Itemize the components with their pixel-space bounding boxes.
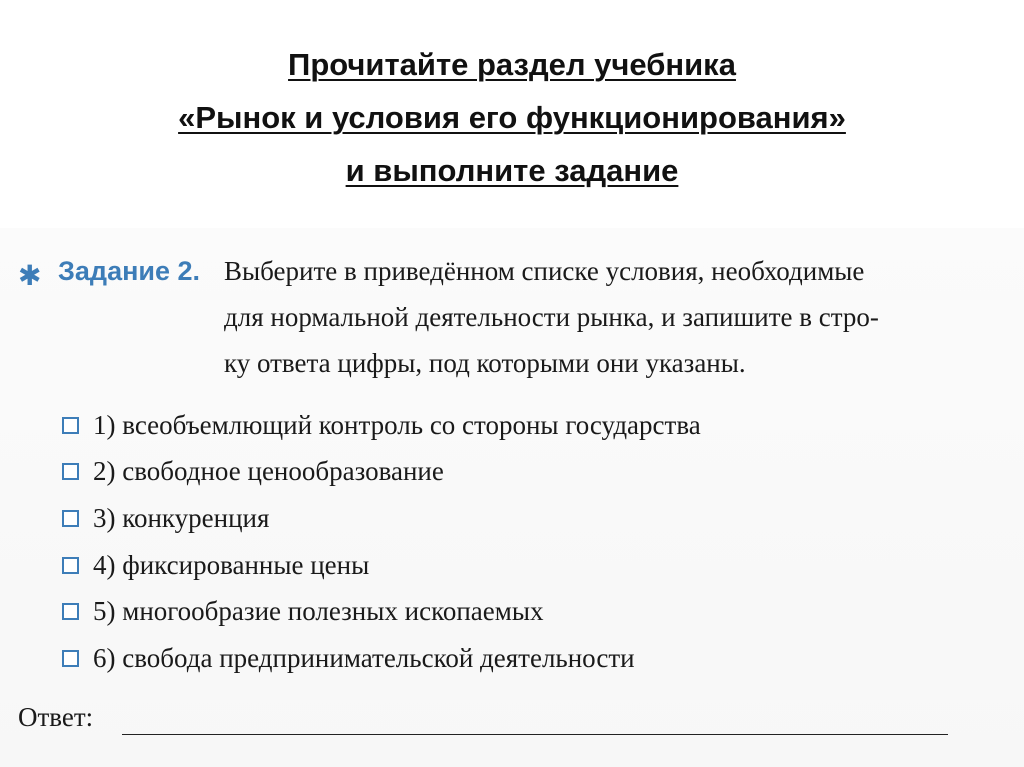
answer-label: Ответ: (18, 702, 94, 732)
checkbox[interactable] (62, 417, 79, 434)
option-3[interactable] (62, 503, 269, 534)
answer-input-line[interactable] (122, 734, 948, 735)
option-4[interactable] (62, 550, 369, 581)
task-text-line-1: Выберите в приведённом списке условия, необходимые (224, 256, 865, 286)
option-1[interactable] (62, 410, 701, 441)
checkbox[interactable] (62, 650, 79, 667)
star-icon: ✱ (18, 259, 42, 292)
checkbox[interactable] (62, 510, 79, 527)
task-label: Задание 2. (58, 256, 201, 286)
option-label: 3) конкуренция (93, 503, 270, 533)
checkbox[interactable] (62, 603, 79, 620)
option-label: 1) всеобъемлющий контроль со стороны государства (93, 410, 701, 440)
checkbox[interactable] (62, 463, 79, 480)
option-label: 4) фиксированные цены (93, 550, 370, 580)
title-line-1: Прочитайте раздел учебника (288, 47, 736, 82)
title-line-3: и выполните задание (345, 153, 679, 188)
option-5[interactable] (62, 596, 543, 627)
task-text-line-3: ку ответа цифры, под которыми они указаны. (224, 348, 746, 378)
option-label: 5) многообразие полезных ископаемых (93, 596, 544, 626)
option-2[interactable] (62, 456, 444, 487)
slide-title (0, 38, 1024, 197)
title-line-2: «Рынок и условия его функционирования» (178, 100, 846, 135)
option-label: 6) свобода предпринимательской деятельности (93, 643, 635, 673)
option-label: 2) свободное ценообразование (93, 456, 444, 486)
checkbox[interactable] (62, 557, 79, 574)
task-text-line-2: для нормальной деятельности рынка, и запишите в стро- (224, 302, 879, 332)
option-6[interactable] (62, 643, 635, 674)
